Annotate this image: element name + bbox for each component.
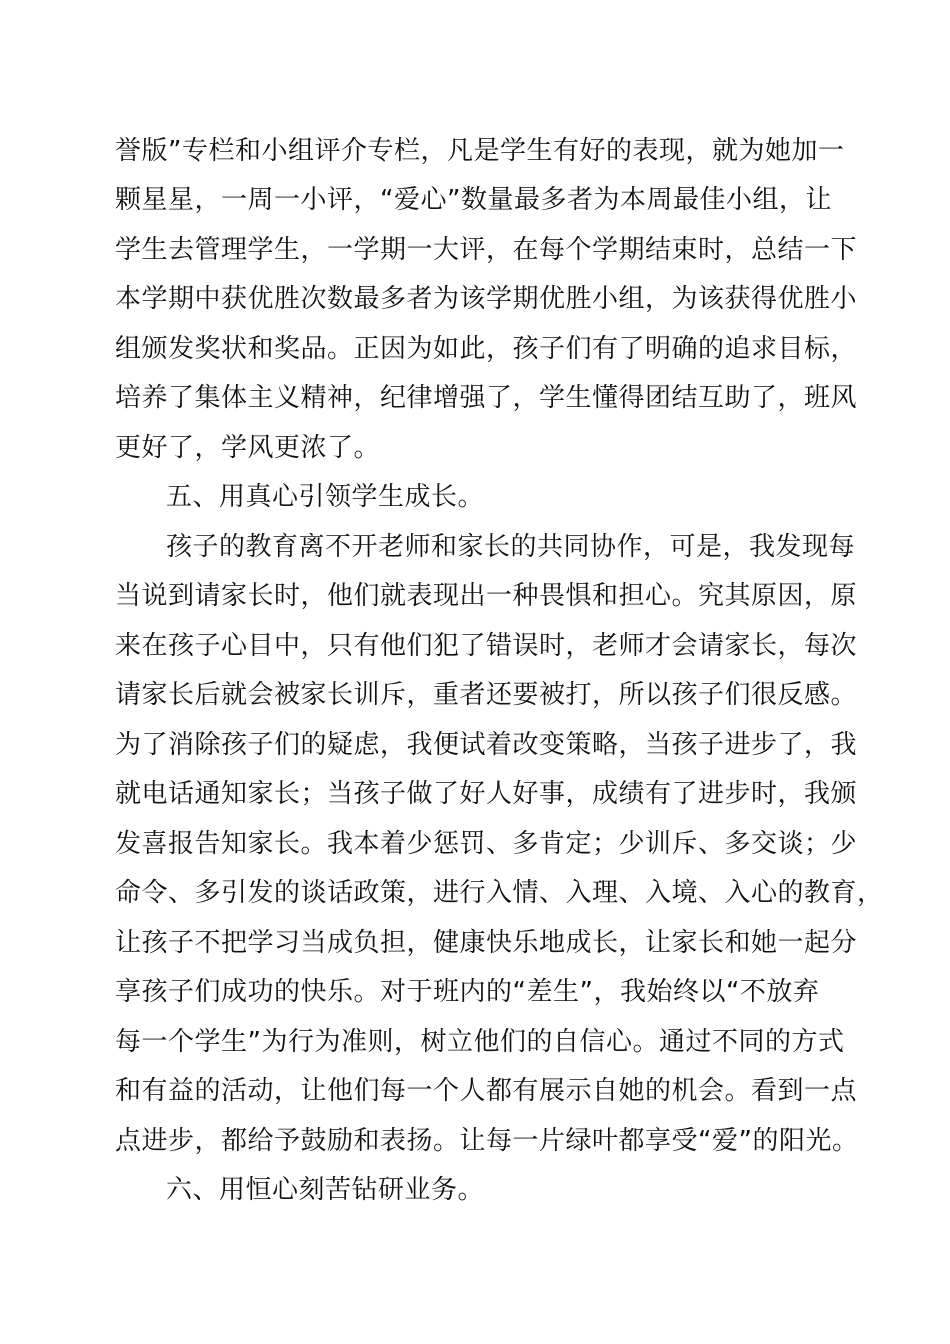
text-line: 点进步，都给予鼓励和表扬。让每一片绿叶都享受“爱”的阳光。	[115, 1126, 859, 1156]
text-line: 颗星星，一周一小评，“爱心”数量最多者为本周最佳小组，让	[115, 185, 832, 215]
text-line: 本学期中获优胜次数最多者为该学期优胜小组，为该获得优胜小	[115, 284, 858, 314]
text-line: 享孩子们成功的快乐。对于班内的“差生”，我始终以“不放弃	[115, 977, 820, 1007]
text-line: 来在孩子心目中，只有他们犯了错误时，老师才会请家长，每次	[115, 631, 858, 661]
text-line: 请家长后就会被家长训斥，重者还要被打，所以孩子们很反感。	[115, 680, 858, 710]
text-line: 和有益的活动，让他们每一个人都有展示自她的机会。看到一点	[115, 1076, 858, 1106]
section-heading: 五、用真心引领学生成长。	[166, 482, 485, 512]
text-line: 每一个学生”为行为准则，树立他们的自信心。通过不同的方式	[115, 1027, 845, 1057]
paragraph-first-line: 孩子的教育离不开老师和家长的共同协作，可是，我发现每	[166, 532, 856, 562]
section-heading: 六、用恒心刻苦钻研业务。	[166, 1175, 485, 1205]
text-line: 命令、多引发的谈话政策，进行入情、入理、入境、入心的教育，	[115, 878, 884, 908]
text-line: 组颁发奖状和奖品。正因为如此，孩子们有了明确的追求目标，	[115, 334, 858, 364]
text-line: 让孩子不把学习当成负担，健康快乐地成长，让家长和她一起分	[115, 928, 858, 958]
text-line: 培养了集体主义精神，纪律增强了，学生懂得团结互助了，班风	[115, 383, 858, 413]
text-line: 发喜报告知家长。我本着少惩罚、多肯定；少训斥、多交谈；少	[115, 829, 858, 859]
text-line: 就电话通知家长；当孩子做了好人好事，成绩有了进步时，我颁	[115, 779, 858, 809]
text-line: 当说到请家长时，他们就表现出一种畏惧和担心。究其原因，原	[115, 581, 858, 611]
text-line: 誉版”专栏和小组评介专栏，凡是学生有好的表现，就为她加一	[115, 136, 845, 166]
text-line: 更好了，学风更浓了。	[115, 433, 381, 463]
text-line: 为了消除孩子们的疑虑，我便试着改变策略，当孩子进步了，我	[115, 730, 858, 760]
text-line: 学生去管理学生，一学期一大评，在每个学期结束时，总结一下	[115, 235, 858, 265]
